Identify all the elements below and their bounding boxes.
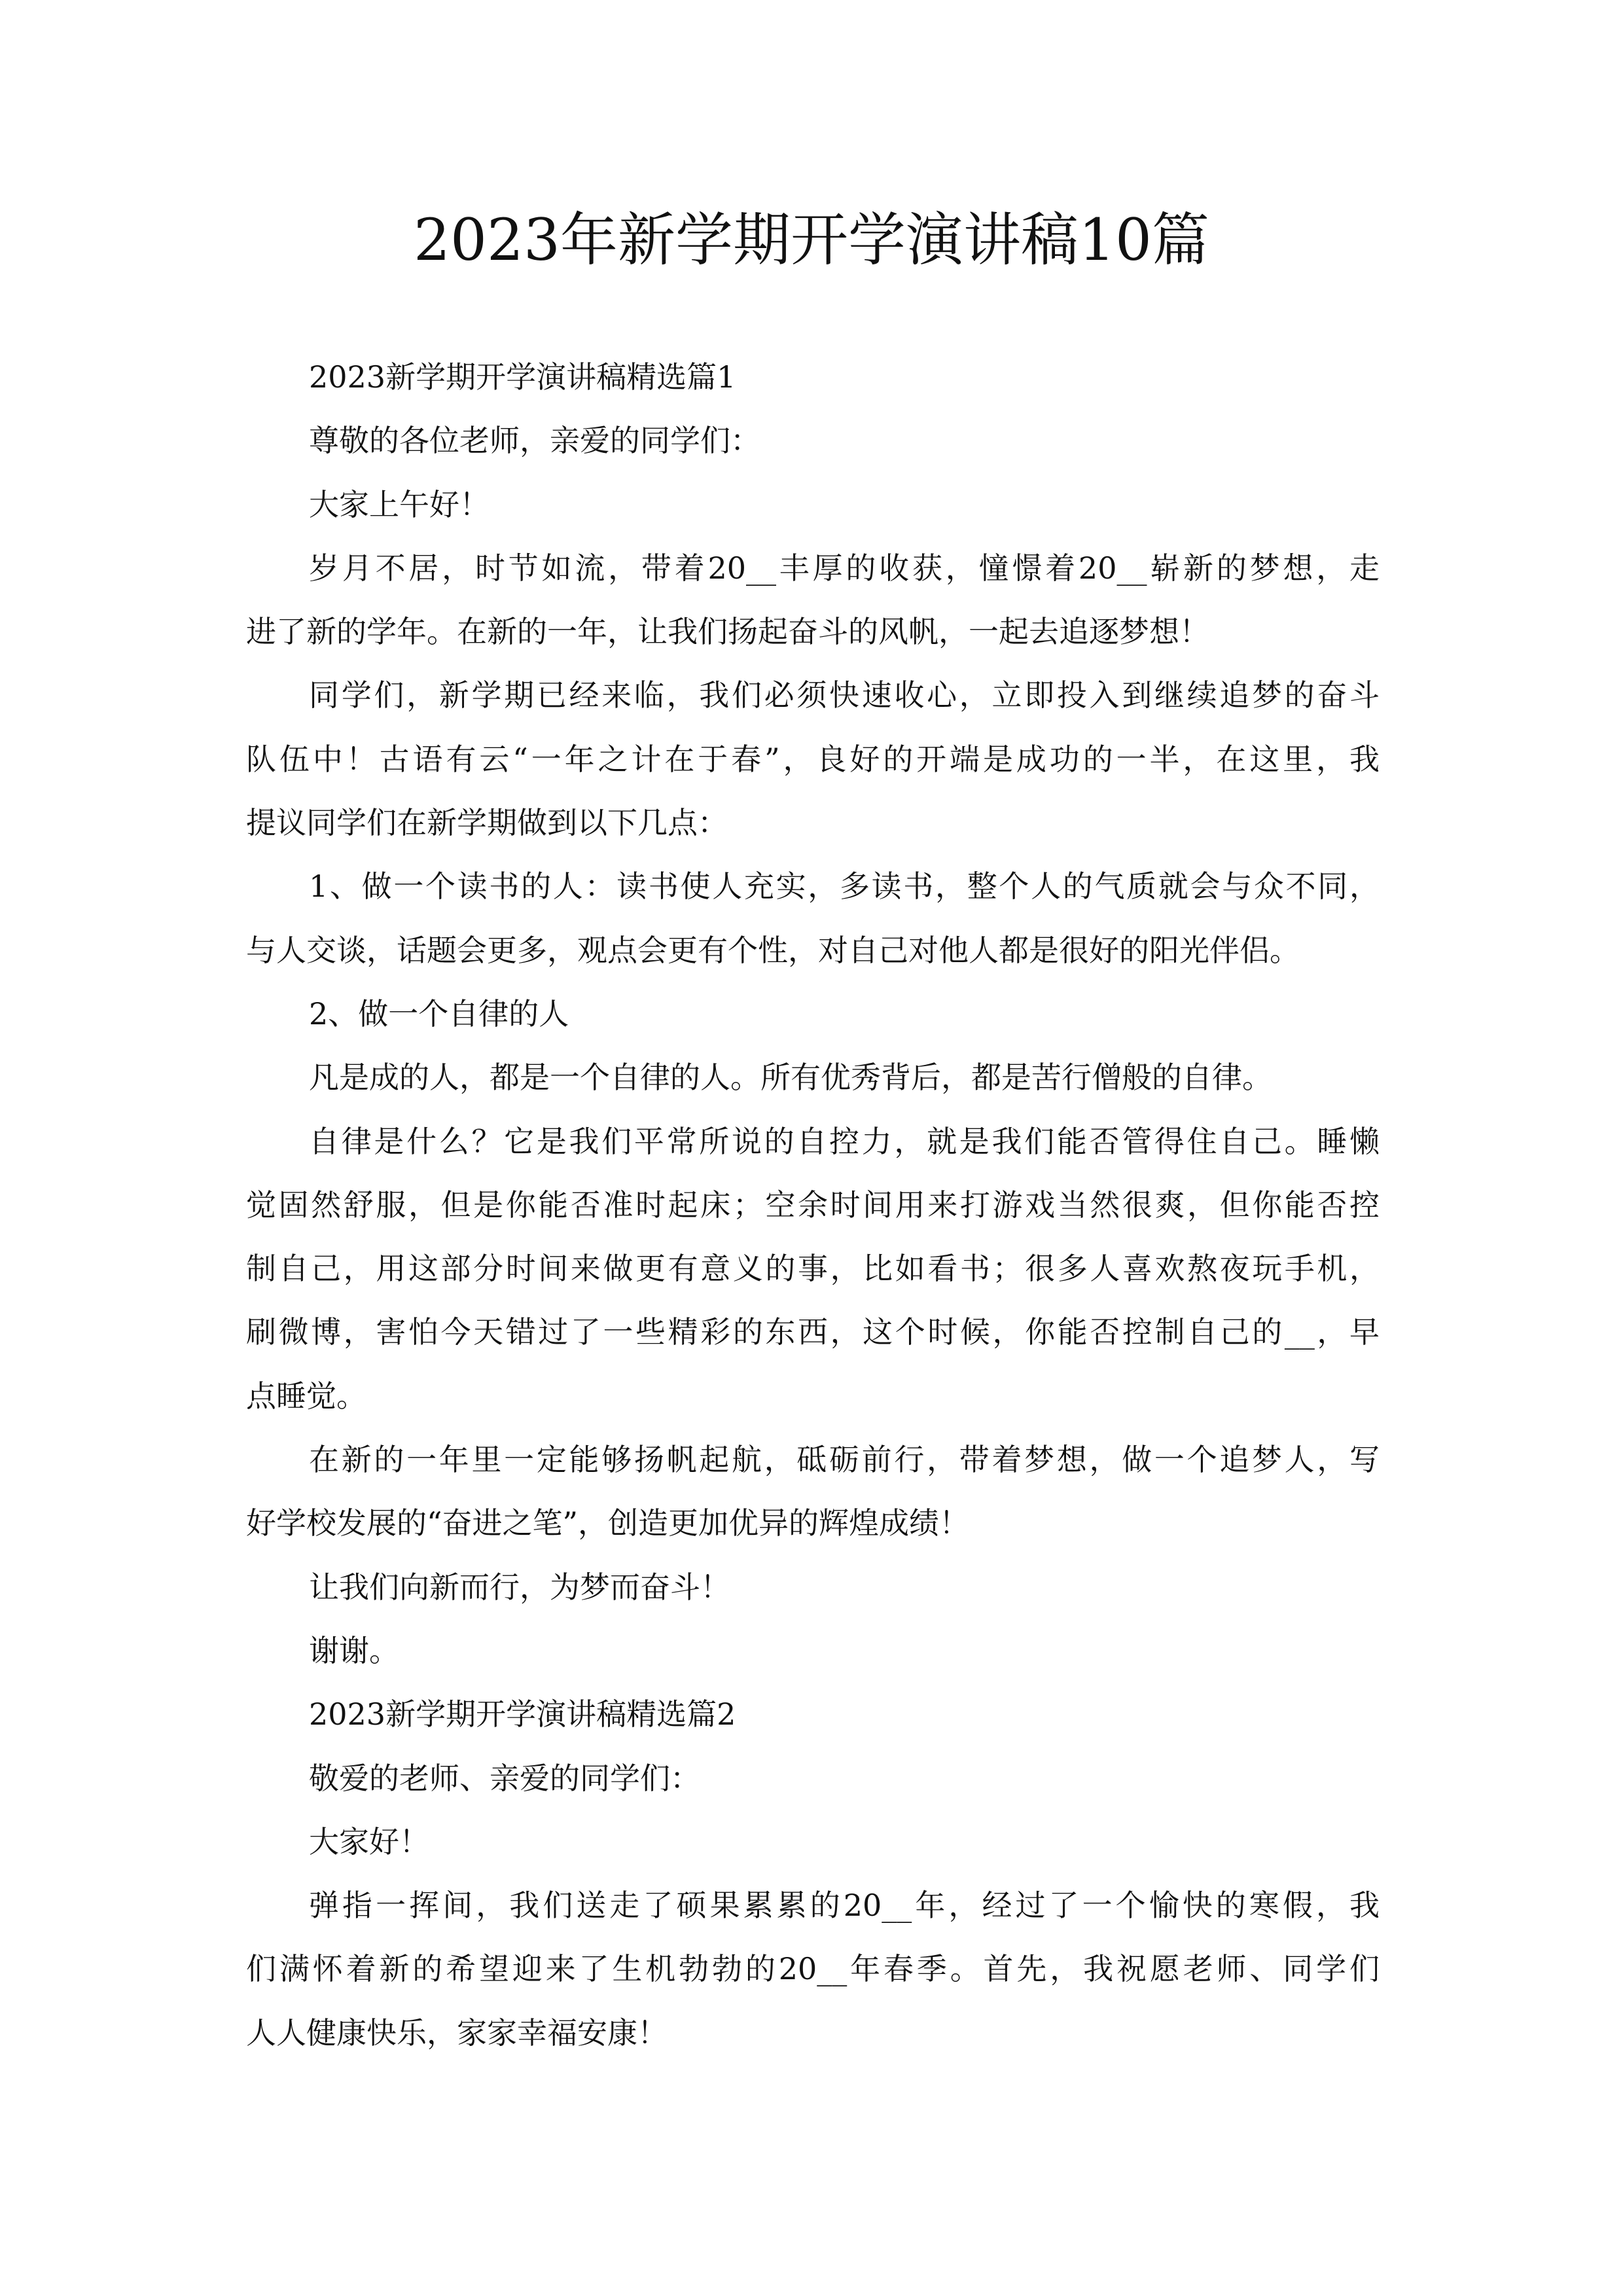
text-line: 队伍中！古语有云“一年之计在于春”，良好的开端是成功的一半，在这里，我 bbox=[246, 741, 1380, 777]
paragraph bbox=[246, 473, 1380, 537]
paragraph bbox=[246, 855, 1380, 982]
paragraph bbox=[246, 1874, 1380, 2065]
text-line: 2023新学期开学演讲稿精选篇2 bbox=[309, 1696, 736, 1732]
text-line: 弹指一挥间，我们送走了硕果累累的20__年，经过了一个愉快的寒假，我 bbox=[309, 1888, 1380, 1924]
text-line: 让我们向新而行，为梦而奋斗！ bbox=[309, 1569, 730, 1605]
text-line: 刷微博，害怕今天错过了一些精彩的东西，这个时候，你能否控制自己的__，早 bbox=[246, 1314, 1380, 1350]
text-line: 岁月不居，时节如流，带着20__丰厚的收获，憧憬着20__崭新的梦想，走 bbox=[309, 550, 1380, 586]
paragraph bbox=[246, 1683, 1380, 1746]
text-line: 觉固然舒服，但是你能否准时起床；空余时间用来打游戏当然很爽，但你能否控 bbox=[246, 1187, 1380, 1223]
paragraph bbox=[246, 1110, 1380, 1428]
text-line: 在新的一年里一定能够扬帆起航，砥砺前行，带着梦想，做一个追梦人，写 bbox=[309, 1442, 1380, 1478]
document-title: 2023年新学期开学演讲稿10篇 bbox=[414, 206, 1209, 274]
text-line: 与人交谈，话题会更多，观点会更有个性，对自己对他人都是很好的阳光伴侣。 bbox=[246, 932, 1300, 968]
document-body bbox=[246, 346, 1380, 2065]
text-line: 们满怀着新的希望迎来了生机勃勃的20__年春季。首先，我祝愿老师、同学们 bbox=[246, 1951, 1380, 1987]
paragraph bbox=[246, 1428, 1380, 1556]
text-line: 大家上午好！ bbox=[309, 486, 490, 522]
paragraph bbox=[246, 982, 1380, 1046]
text-line: 谢谢。 bbox=[309, 1632, 399, 1668]
paragraph bbox=[246, 664, 1380, 855]
text-line: 1、做一个读书的人：读书使人充实，多读书，整个人的气质就会与众不同， bbox=[309, 869, 1380, 905]
paragraph bbox=[246, 409, 1380, 473]
text-line: 2023新学期开学演讲稿精选篇1 bbox=[309, 359, 736, 395]
text-line: 点睡觉。 bbox=[246, 1378, 366, 1414]
paragraph bbox=[246, 1619, 1380, 1683]
paragraph bbox=[246, 346, 1380, 409]
paragraph bbox=[246, 1046, 1380, 1109]
text-line: 自律是什么？它是我们平常所说的自控力，就是我们能否管得住自己。睡懒 bbox=[309, 1123, 1380, 1159]
text-line: 尊敬的各位老师，亲爱的同学们： bbox=[309, 423, 760, 459]
paragraph bbox=[246, 1810, 1380, 1874]
text-line: 人人健康快乐，家家幸福安康！ bbox=[246, 2015, 668, 2051]
paragraph bbox=[246, 537, 1380, 664]
text-line: 敬爱的老师、亲爱的同学们： bbox=[309, 1760, 700, 1796]
text-line: 同学们，新学期已经来临，我们必须快速收心，立即投入到继续追梦的奋斗 bbox=[309, 677, 1380, 713]
paragraph bbox=[246, 1747, 1380, 1810]
text-line: 2、做一个自律的人 bbox=[309, 996, 569, 1031]
text-line: 进了新的学年。在新的一年，让我们扬起奋斗的风帆，一起去追逐梦想！ bbox=[246, 614, 1209, 650]
paragraph bbox=[246, 1556, 1380, 1619]
text-line: 大家好！ bbox=[309, 1823, 429, 1859]
text-line: 提议同学们在新学期做到以下几点： bbox=[246, 805, 728, 841]
text-line: 好学校发展的“奋进之笔”，创造更加优异的辉煌成绩！ bbox=[246, 1505, 970, 1541]
text-line: 凡是成的人，都是一个自律的人。所有优秀背后，都是苦行僧般的自律。 bbox=[309, 1060, 1272, 1096]
text-line: 制自己，用这部分时间来做更有意义的事，比如看书；很多人喜欢熬夜玩手机， bbox=[246, 1251, 1380, 1287]
